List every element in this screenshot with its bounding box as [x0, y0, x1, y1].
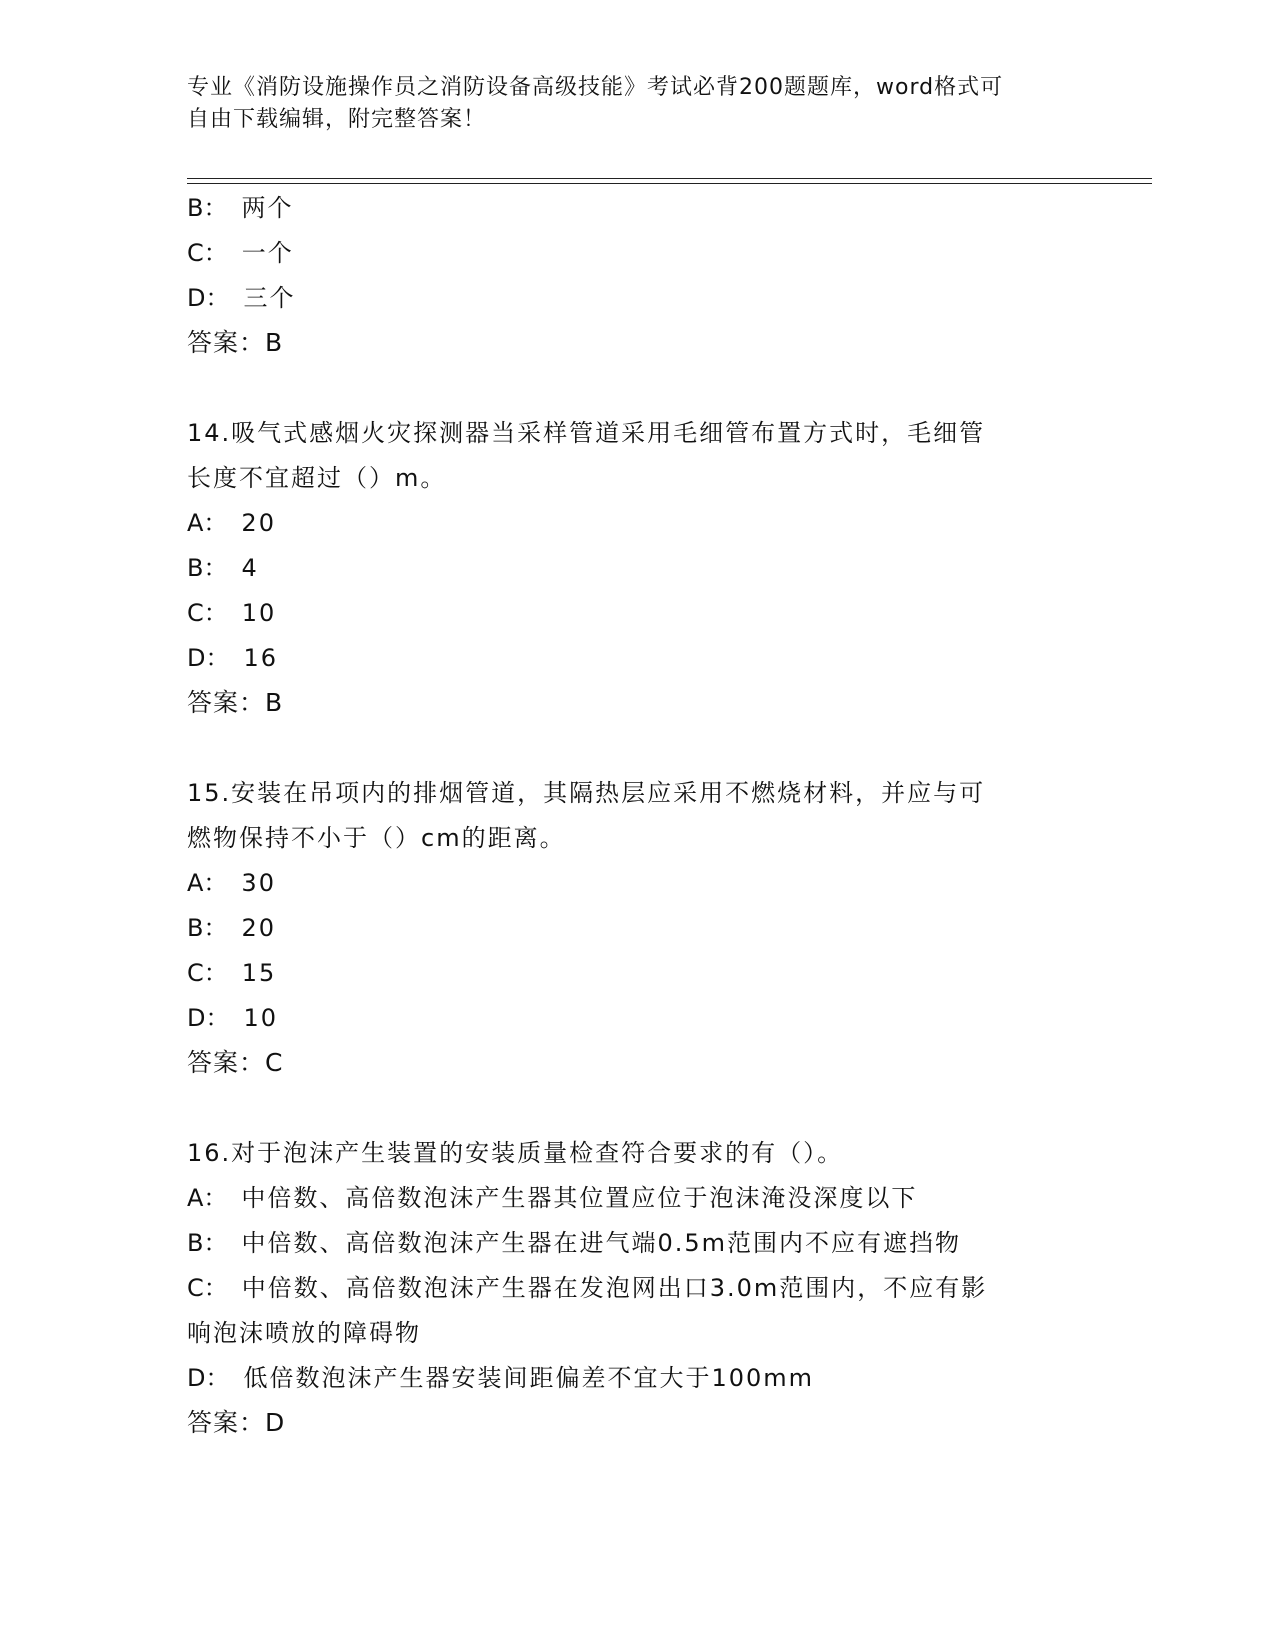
q16-answer: 答案：D	[187, 1408, 286, 1437]
q15-option-b: B： 20	[187, 914, 277, 942]
q14-option-c: C： 10	[187, 599, 277, 627]
q16-option-d: D： 低倍数泡沫产生器安装间距偏差不宜大于100mm	[187, 1364, 815, 1392]
header-rule-top	[187, 178, 1152, 179]
header-rule-bottom	[187, 183, 1152, 184]
q15-stem-line-2: 燃物保持不小于（）cm的距离。	[187, 824, 566, 852]
q14-option-b: B： 4	[187, 554, 259, 582]
q13-option-c: C： 一个	[187, 239, 294, 267]
q14-answer: 答案：B	[187, 688, 284, 717]
q16-option-c: C： 中倍数、高倍数泡沫产生器在发泡网出口3.0m范围内，不应有影	[187, 1274, 988, 1302]
q14-option-a: A： 20	[187, 509, 276, 537]
q15-option-d: D： 10	[187, 1004, 279, 1032]
q14-stem-line-1: 14.吸气式感烟火灾探测器当采样管道采用毛细管布置方式时，毛细管	[187, 419, 986, 447]
q16-option-b: B： 中倍数、高倍数泡沫产生器在进气端0.5m范围内不应有遮挡物	[187, 1229, 962, 1257]
q15-option-c: C： 15	[187, 959, 277, 987]
q14-stem-line-2: 长度不宜超过（）m。	[187, 464, 447, 492]
q16-stem-line-1: 16.对于泡沫产生装置的安装质量检查符合要求的有（）。	[187, 1139, 844, 1167]
q13-option-d: D： 三个	[187, 284, 296, 312]
q15-answer: 答案：C	[187, 1048, 284, 1077]
q16-option-c-line-2: 响泡沫喷放的障碍物	[187, 1319, 421, 1347]
q16-option-a: A： 中倍数、高倍数泡沫产生器其位置应位于泡沫淹没深度以下	[187, 1184, 918, 1212]
page-header	[187, 72, 1067, 136]
header-line-2: 自由下载编辑，附完整答案！	[187, 107, 487, 132]
q14-option-d: D： 16	[187, 644, 279, 672]
header-line-1: 专业《消防设施操作员之消防设备高级技能》考试必背200题题库，word格式可	[187, 75, 1004, 100]
q15-stem-line-1: 15.安装在吊项内的排烟管道，其隔热层应采用不燃烧材料，并应与可	[187, 779, 986, 807]
q13-answer: 答案：B	[187, 328, 284, 357]
q13-option-b: B： 两个	[187, 194, 294, 222]
q15-option-a: A： 30	[187, 869, 276, 897]
